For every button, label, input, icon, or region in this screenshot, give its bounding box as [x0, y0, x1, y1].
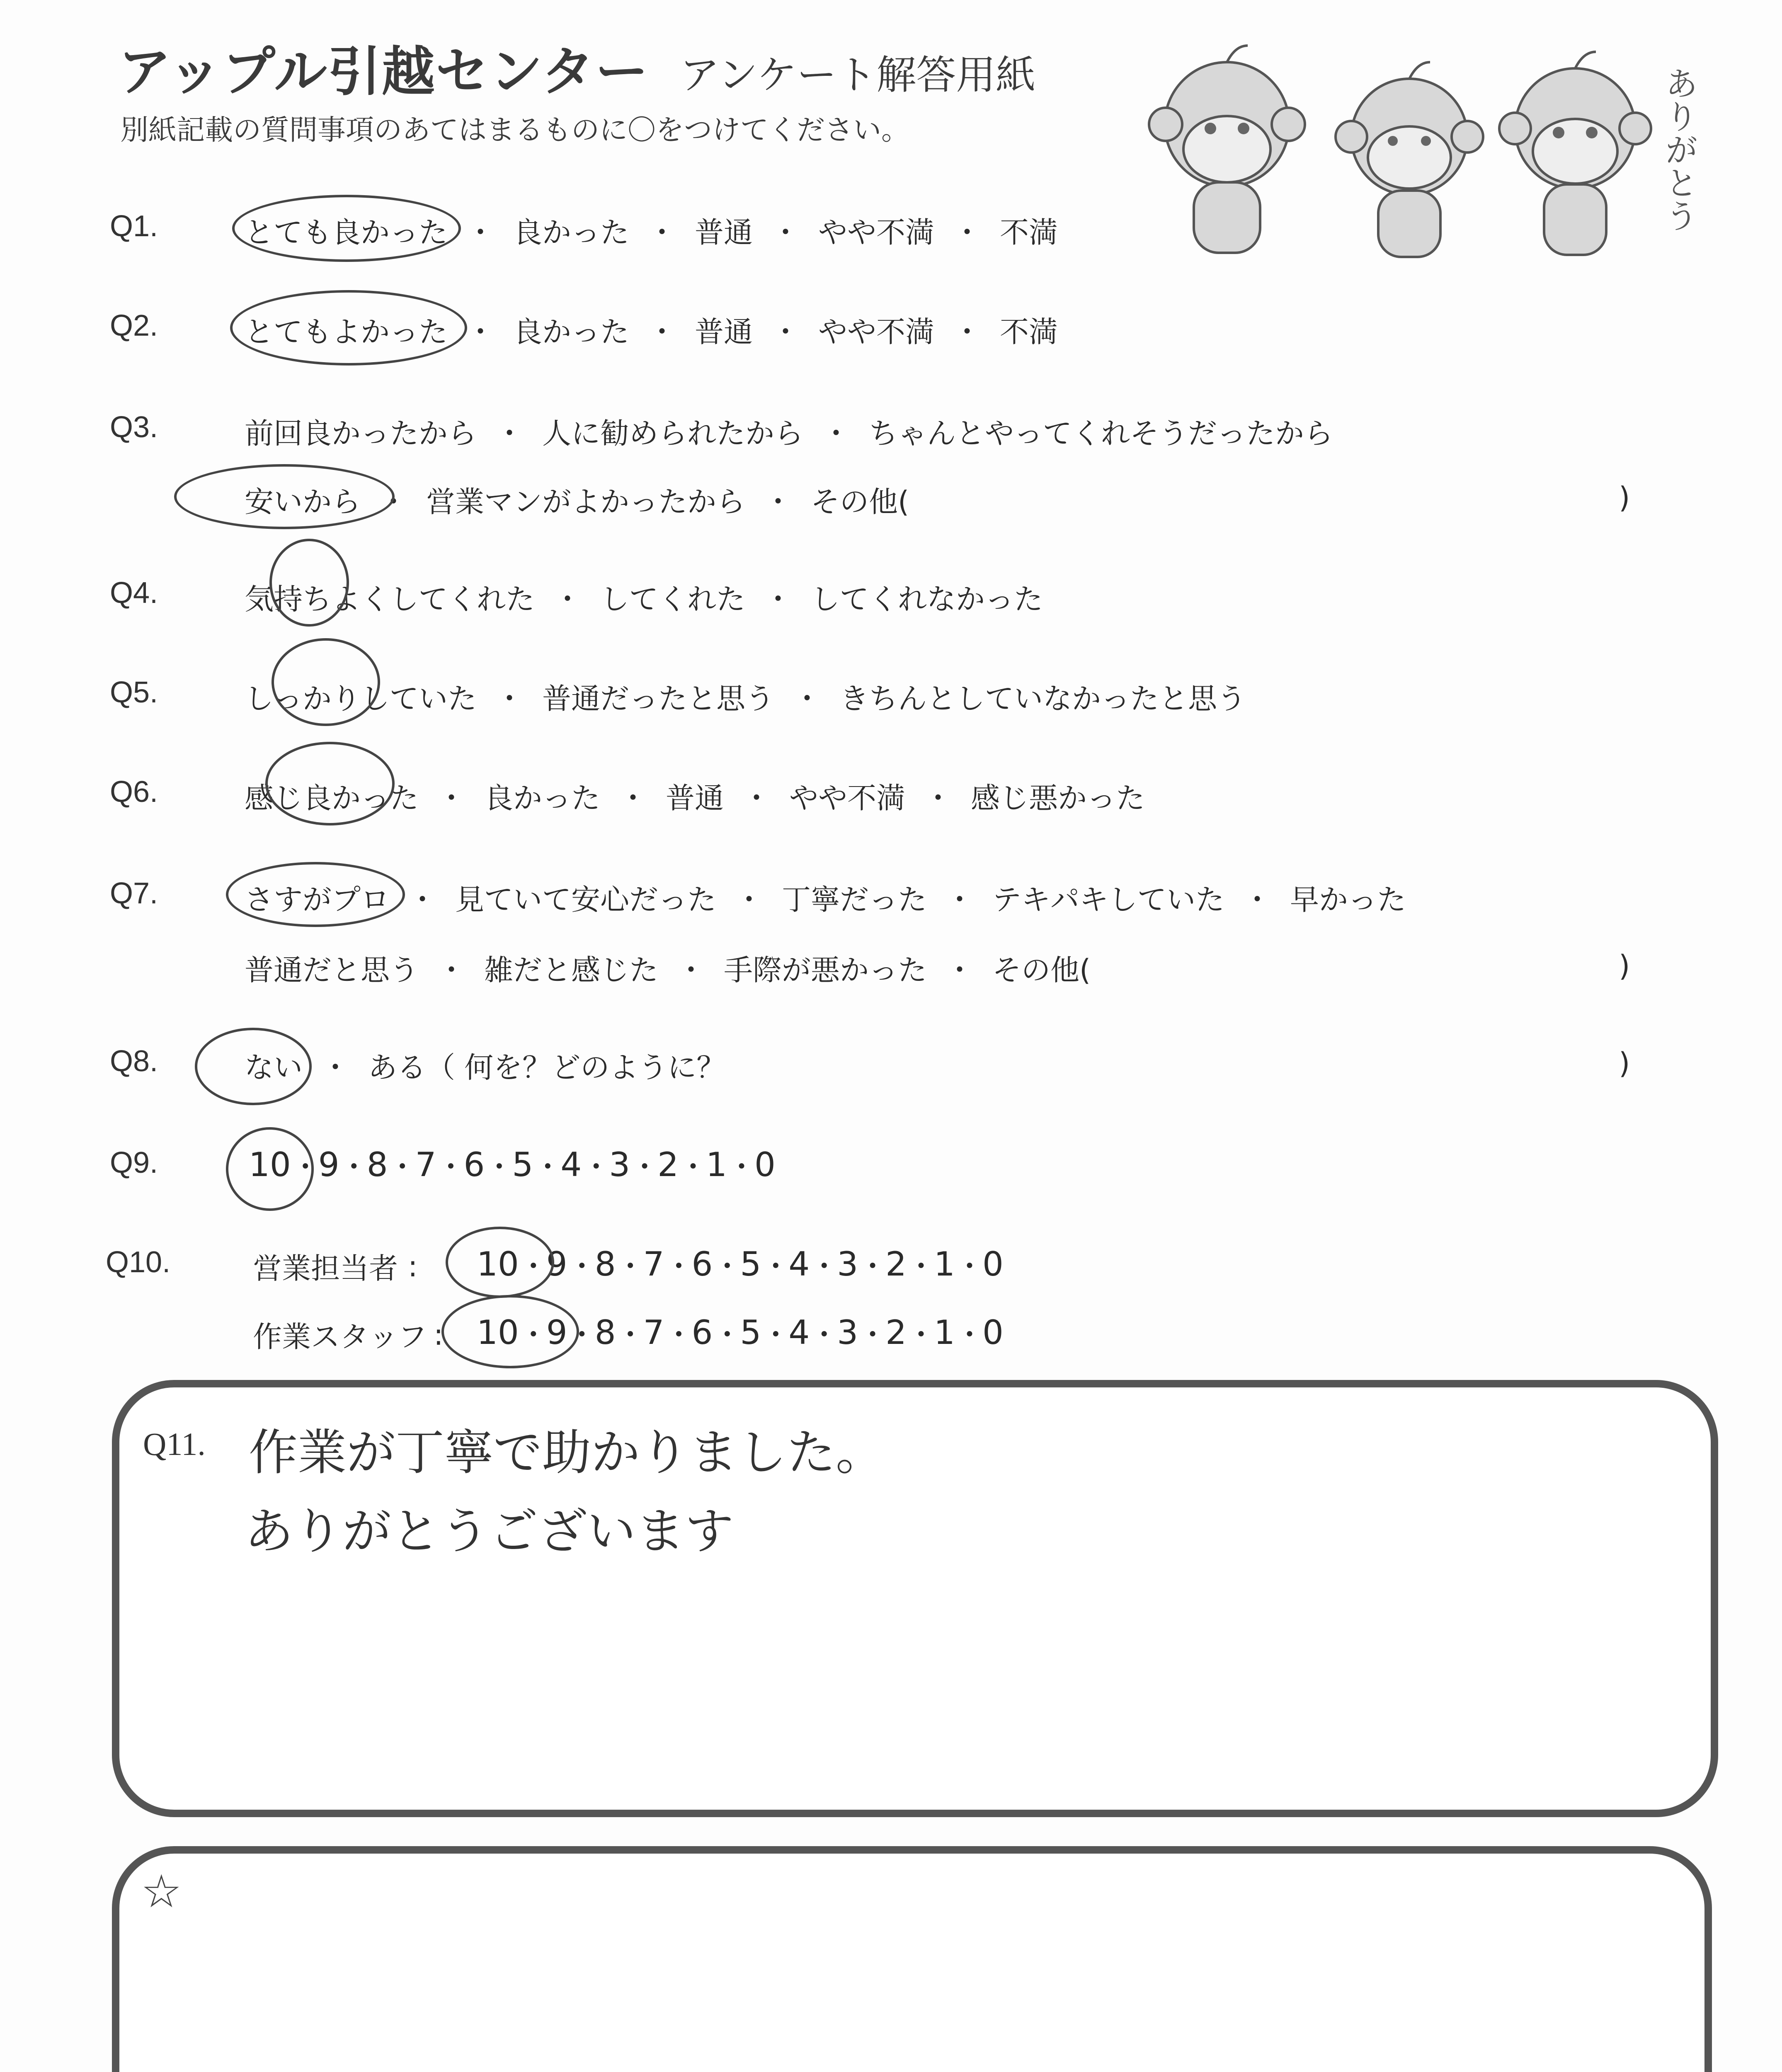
q10-sales-score[interactable]: 6 [691, 1245, 713, 1283]
q3-option-other[interactable]: その他( [811, 485, 909, 519]
q4-selection-circle [269, 539, 349, 627]
q7-option[interactable]: テキパキしていた [992, 883, 1224, 917]
q9-score[interactable]: 9 [318, 1145, 339, 1184]
q1-label: Q1. [110, 210, 158, 243]
q9-scale: 10 ・ 9 ・ 8 ・ 7 ・ 6 ・ 5 ・ 4 ・ 3 ・ 2 ・ 1 ・ 0 [249, 1145, 776, 1184]
q3-option[interactable]: 営業マンがよかったから [426, 485, 745, 519]
q10-sales-label: 営業担当者 : [253, 1249, 418, 1285]
extra-comment-box[interactable] [112, 1846, 1712, 2072]
q10-staff-score[interactable]: 4 [788, 1313, 810, 1352]
page-subtitle: アンケート解答用紙 [680, 52, 1036, 98]
q10-sales-score[interactable]: 9 [546, 1245, 567, 1283]
q9-score[interactable]: 3 [609, 1145, 630, 1184]
q10-sales-scale: 10 ・ 9 ・ 8 ・ 7 ・ 6 ・ 5 ・ 4 ・ 3 ・ 2 ・ 1 ・ 0 [477, 1245, 1004, 1283]
q8-options: ない ・ ある（ 何を？どのように？ [245, 1044, 725, 1086]
q9-score[interactable]: 0 [754, 1145, 776, 1184]
q10-sales-score[interactable]: 0 [982, 1245, 1004, 1283]
q9-score[interactable]: 10 [249, 1145, 291, 1184]
q2-selection-circle [230, 290, 467, 366]
q5-selection-circle [272, 638, 380, 726]
q6-option[interactable]: 良かった [484, 781, 600, 815]
q3-options-line1: 前回良かったから ・ 人に勧められたから ・ ちゃんとやってくれそうだったから [245, 410, 1333, 452]
q10-staff-score[interactable]: 10 [477, 1313, 519, 1352]
q5-options: しっかりしていた ・ 普通だったと思う ・ きちんとしていなかったと思う [245, 675, 1246, 717]
q10-staff-score[interactable]: 3 [837, 1313, 858, 1352]
instruction-text: 別紙記載の質問事項のあてはまるものに〇をつけてください。 [120, 114, 910, 147]
q6-option[interactable]: 普通 [666, 781, 724, 815]
q9-score[interactable]: 5 [512, 1145, 533, 1184]
q6-option[interactable]: 感じ良かった [245, 781, 419, 815]
q9-score[interactable]: 7 [415, 1145, 436, 1184]
q7-options-line2: 普通だと思う ・ 雑だと感じた ・ 手際が悪かった ・ その他( [245, 947, 1091, 989]
q10-sales-score[interactable]: 3 [837, 1245, 858, 1283]
q10-staff-score[interactable]: 9 [546, 1313, 567, 1352]
q7-option[interactable]: 普通だと思う [245, 953, 419, 987]
q6-selection-circle [265, 742, 395, 825]
q9-selection-circle [226, 1127, 314, 1211]
q10-staff-selection-circle [441, 1295, 579, 1368]
q7-option[interactable]: 丁寧だった [782, 883, 927, 917]
q10-staff-score[interactable]: 8 [594, 1313, 616, 1352]
q3-option[interactable]: 前回良かったから [245, 416, 477, 450]
q6-option[interactable]: 感じ悪かった [971, 781, 1145, 815]
q10-sales-selection-circle [446, 1227, 554, 1298]
q7-close-paren: ) [1619, 949, 1630, 983]
q3-selection-circle [174, 464, 395, 529]
q2-options: とてもよかった ・ 良かった ・ 普通 ・ やや不満 ・ 不満 [245, 309, 1058, 351]
q4-option[interactable]: 気持ちよくしてくれた [245, 582, 535, 616]
q3-option[interactable]: ちゃんとやってくれそうだったから [869, 416, 1333, 450]
q10-sales-score[interactable]: 8 [594, 1245, 616, 1283]
q10-sales-score[interactable]: 1 [934, 1245, 955, 1283]
page-title: アップル引越センター [118, 41, 649, 103]
q9-score[interactable]: 6 [463, 1145, 485, 1184]
q7-options-line1: さすがプロ ・ 見ていて安心だった ・ 丁寧だった ・ テキパキしていた ・ 早かった [245, 876, 1406, 918]
q3-option[interactable]: 人に勧められたから [542, 416, 803, 450]
q2-option[interactable]: 普通 [695, 315, 753, 349]
q4-options: 気持ちよくしてくれた ・ してくれた ・ してくれなかった [245, 576, 1043, 618]
q3-close-paren: ) [1619, 481, 1630, 515]
q1-option[interactable]: 良かった [513, 215, 629, 249]
mascot-caption: ありがとう [1659, 66, 1698, 232]
q1-options: とても良かった ・ 良かった ・ 普通 ・ やや不満 ・ 不満 [245, 209, 1058, 251]
q3-option[interactable]: 安いから [245, 485, 361, 519]
q9-score[interactable]: 1 [706, 1145, 727, 1184]
q7-option[interactable]: 早かった [1290, 883, 1406, 917]
q10-staff-score[interactable]: 6 [691, 1313, 713, 1352]
q7-label: Q7. [110, 877, 158, 910]
q8-close-paren: ) [1619, 1046, 1630, 1080]
q2-label: Q2. [110, 309, 158, 342]
q4-label: Q4. [110, 576, 158, 610]
q7-option[interactable]: 見ていて安心だった [455, 883, 716, 917]
q11-label: Q11. [143, 1426, 206, 1462]
q2-option[interactable]: やや不満 [818, 315, 934, 349]
q3-label: Q3. [110, 411, 158, 444]
q9-score[interactable]: 4 [560, 1145, 582, 1184]
q10-sales-score[interactable]: 5 [740, 1245, 761, 1283]
q1-option[interactable]: 普通 [695, 215, 753, 249]
q10-staff-score[interactable]: 5 [740, 1313, 761, 1352]
q4-option[interactable]: してくれなかった [811, 582, 1043, 616]
q8-label: Q8. [110, 1045, 158, 1078]
q8-selection-circle [195, 1028, 312, 1105]
q10-staff-score[interactable]: 1 [934, 1313, 955, 1352]
monkey-mascots-illustration [1136, 41, 1708, 265]
q2-option[interactable]: とてもよかった [245, 315, 448, 349]
q1-selection-circle [232, 195, 461, 262]
q10-staff-score[interactable]: 2 [885, 1313, 907, 1352]
q10-sales-score[interactable]: 4 [788, 1245, 810, 1283]
q10-label: Q10. [106, 1246, 171, 1279]
q5-label: Q5. [110, 676, 158, 709]
q10-sales-score[interactable]: 7 [643, 1245, 664, 1283]
q3-options-line2: 安いから ・ 営業マンがよかったから ・ その他( [245, 479, 909, 520]
q7-option[interactable]: さすがプロ [245, 883, 390, 917]
q10-staff-label: 作業スタッフ : [253, 1317, 444, 1354]
q11-comment-line2: ありがとうございます [245, 1503, 734, 1560]
q2-option[interactable]: 不満 [1000, 315, 1058, 349]
q10-staff-score[interactable]: 7 [643, 1313, 664, 1352]
q11-comment-line1: 作業が丁寧で助かりました。 [249, 1424, 885, 1481]
q6-label: Q6. [110, 775, 158, 808]
q5-option[interactable]: きちんとしていなかったと思う [840, 682, 1246, 716]
q10-staff-scale: 10 ・ 9 ・ 8 ・ 7 ・ 6 ・ 5 ・ 4 ・ 3 ・ 2 ・ 1 ・ 0 [477, 1313, 1004, 1352]
q4-option[interactable]: してくれた [600, 582, 745, 616]
q2-option[interactable]: 良かった [513, 315, 629, 349]
q6-options: 感じ良かった ・ 良かった ・ 普通 ・ やや不満 ・ 感じ悪かった [245, 775, 1145, 817]
q9-score[interactable]: 8 [366, 1145, 388, 1184]
q8-option[interactable]: ある（ 何を？どのように？ [368, 1051, 726, 1084]
q7-option-other[interactable]: その他( [992, 953, 1091, 987]
q1-option[interactable]: とても良かった [245, 215, 448, 249]
q7-option[interactable]: 雑だと感じた [484, 953, 658, 987]
q1-option[interactable]: やや不満 [818, 215, 934, 249]
q7-selection-circle [226, 862, 405, 927]
q9-label: Q9. [110, 1146, 158, 1179]
star-icon: ☆ [141, 1865, 182, 1918]
q10-sales-score[interactable]: 2 [885, 1245, 907, 1283]
q9-score[interactable]: 2 [657, 1145, 679, 1184]
q8-option[interactable]: ない [245, 1051, 303, 1084]
q10-sales-score[interactable]: 10 [477, 1245, 519, 1283]
q7-option[interactable]: 手際が悪かった [724, 953, 927, 987]
q1-option[interactable]: 不満 [1000, 215, 1058, 249]
q10-staff-score[interactable]: 0 [982, 1313, 1004, 1352]
q5-option[interactable]: 普通だったと思う [542, 682, 774, 716]
q5-option[interactable]: しっかりしていた [245, 682, 477, 716]
q6-option[interactable]: やや不満 [789, 781, 905, 815]
